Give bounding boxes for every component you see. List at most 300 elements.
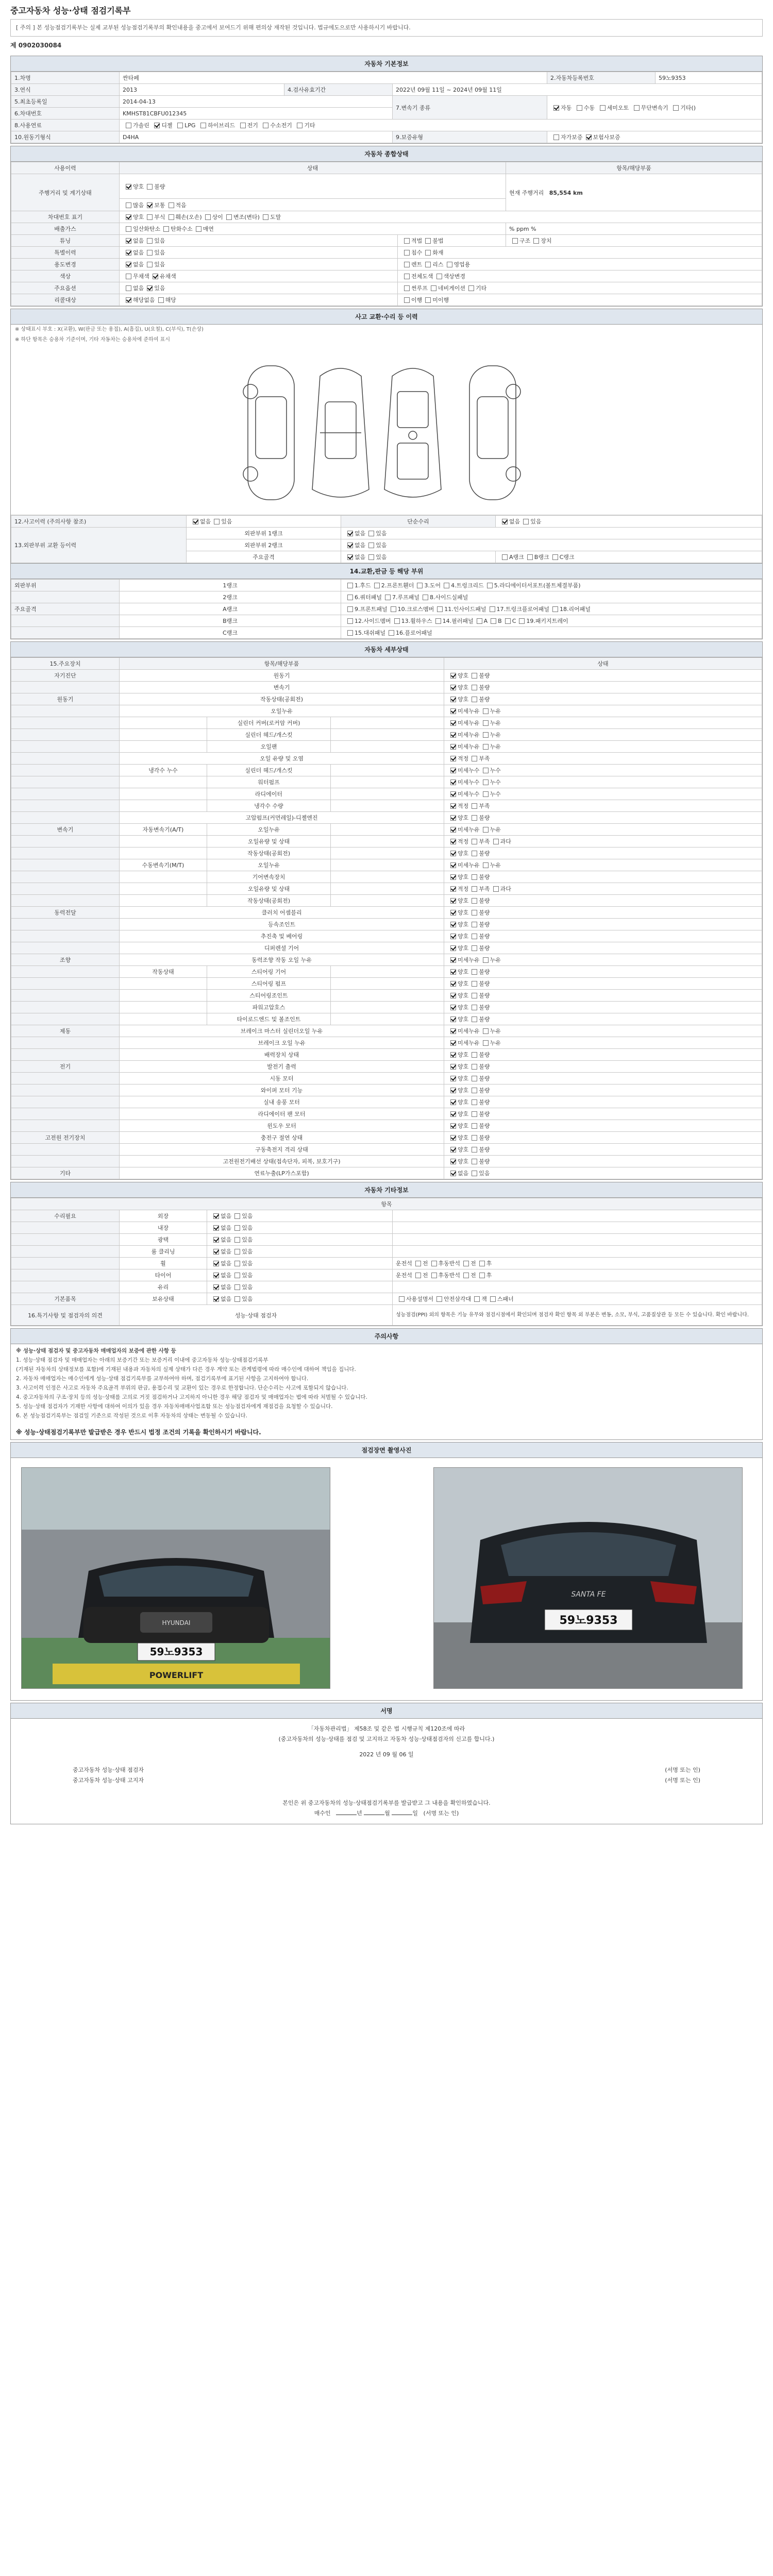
checkbox[interactable] [472, 910, 477, 916]
detail-group [11, 753, 120, 765]
checkbox-checked[interactable] [450, 934, 456, 939]
checkbox[interactable] [404, 262, 410, 267]
checkbox[interactable] [472, 1111, 477, 1117]
checkbox[interactable] [126, 123, 131, 128]
checkbox[interactable] [404, 297, 410, 303]
other-sub [393, 1269, 762, 1281]
other-item: 휠 [120, 1258, 207, 1269]
special-history-type [398, 247, 762, 259]
checkbox-checked[interactable] [450, 1099, 456, 1105]
checkbox[interactable] [519, 618, 525, 624]
checkbox[interactable] [472, 1076, 477, 1081]
detail-group [11, 848, 120, 859]
checkbox[interactable] [394, 618, 400, 624]
checkbox[interactable] [447, 262, 452, 267]
checkbox[interactable] [297, 123, 303, 128]
checkbox[interactable] [493, 839, 499, 844]
option-label: 양호 [458, 969, 469, 975]
checkbox-checked[interactable] [126, 297, 131, 303]
checkbox[interactable] [483, 957, 489, 963]
option-label: 불량 [479, 815, 490, 821]
checkbox[interactable] [435, 618, 441, 624]
month-mark: 월 [384, 1810, 390, 1817]
checkbox-checked[interactable] [213, 1237, 219, 1243]
detail-row [11, 978, 762, 990]
checkbox[interactable] [368, 554, 374, 560]
option-label: 누수 [490, 767, 501, 774]
checkbox[interactable] [404, 238, 410, 244]
option-label: 불량 [479, 1004, 490, 1011]
lift-label: POWERLIFT [149, 1670, 204, 1680]
checkbox[interactable] [472, 1052, 477, 1058]
checkbox[interactable] [472, 1123, 477, 1129]
checkbox[interactable] [479, 1273, 485, 1278]
checkbox[interactable] [404, 274, 410, 279]
checkbox[interactable] [634, 105, 640, 111]
checkbox-checked[interactable] [450, 898, 456, 904]
checkbox-checked[interactable] [450, 1111, 456, 1117]
detail-item: 배력장치 상태 [120, 1049, 444, 1061]
checkbox[interactable] [472, 874, 477, 880]
option-label: 있음 [242, 1225, 253, 1231]
checkbox-checked[interactable] [193, 519, 198, 524]
checkbox-checked[interactable] [450, 969, 456, 975]
checkbox[interactable] [472, 1016, 477, 1022]
detail-item: 스티어링 펌프 [207, 978, 331, 990]
detail-state [444, 1144, 762, 1156]
detail-spacer [331, 1002, 444, 1013]
checkbox-checked[interactable] [450, 1088, 456, 1093]
checkbox[interactable] [483, 732, 489, 738]
checkbox[interactable] [553, 134, 559, 140]
checkbox[interactable] [431, 1261, 437, 1266]
checkbox-checked[interactable] [153, 274, 158, 279]
checkbox[interactable] [234, 1261, 240, 1266]
checkbox[interactable] [169, 214, 174, 220]
detail-row [11, 1096, 762, 1108]
checkbox[interactable] [472, 697, 477, 702]
checkbox[interactable] [436, 1296, 442, 1302]
checkbox[interactable] [147, 238, 153, 244]
checkbox[interactable] [491, 618, 496, 624]
option-label: 양호 [458, 1016, 469, 1023]
checkbox[interactable] [472, 839, 477, 844]
checkbox-checked[interactable] [126, 238, 131, 244]
option-label: 디젤 [161, 122, 173, 129]
checkbox[interactable] [436, 274, 442, 279]
checkbox-checked[interactable] [450, 708, 456, 714]
parts-items [341, 603, 762, 615]
other-sub [393, 1222, 762, 1234]
front-photo [21, 1467, 330, 1689]
checkbox-checked[interactable] [126, 262, 131, 267]
other-row [11, 1258, 762, 1269]
checkbox-checked[interactable] [586, 134, 592, 140]
detail-state [444, 1037, 762, 1049]
checkbox[interactable] [472, 969, 477, 975]
checkbox-checked[interactable] [450, 732, 456, 738]
checkbox-checked[interactable] [213, 1284, 219, 1290]
checkbox[interactable] [472, 1147, 477, 1153]
inspector-label: 성능·상태 점검자 [120, 1305, 393, 1326]
checkbox-checked[interactable] [450, 862, 456, 868]
checkbox-checked[interactable] [450, 815, 456, 821]
checkbox[interactable] [347, 595, 353, 600]
option-label: 세미오토 [607, 104, 629, 111]
checkbox[interactable] [240, 123, 246, 128]
checkbox[interactable] [472, 934, 477, 939]
checkbox[interactable] [463, 1273, 469, 1278]
checkbox[interactable] [147, 250, 153, 256]
checkbox[interactable] [527, 554, 533, 560]
checkbox[interactable] [415, 1273, 421, 1278]
checkbox[interactable] [472, 1159, 477, 1164]
detail-item: 구동축전지 격리 상태 [120, 1144, 444, 1156]
detail-item: 연료누출(LP가스포함) [120, 1167, 444, 1179]
parts-items [341, 591, 762, 603]
checkbox[interactable] [368, 531, 374, 536]
option-label: 없음 [221, 1248, 232, 1255]
detail-state [444, 1096, 762, 1108]
checkbox-checked[interactable] [213, 1213, 219, 1219]
checkbox[interactable] [483, 744, 489, 750]
checkbox-checked[interactable] [213, 1273, 219, 1278]
name-value: 싼타페 [120, 72, 547, 84]
checkbox[interactable] [600, 105, 606, 111]
checkbox[interactable] [177, 123, 183, 128]
checkbox-checked[interactable] [450, 874, 456, 880]
checkbox[interactable] [490, 1296, 496, 1302]
checkbox-checked[interactable] [450, 957, 456, 963]
checkbox[interactable] [552, 606, 558, 612]
checkbox-checked[interactable] [450, 673, 456, 679]
checkbox-checked[interactable] [450, 697, 456, 702]
checkbox-checked[interactable] [450, 720, 456, 726]
checkbox[interactable] [483, 708, 489, 714]
detail-item: 오일누유 [207, 824, 331, 836]
checkbox[interactable] [226, 214, 232, 220]
checkbox[interactable] [425, 250, 431, 256]
front-emblem: HYUNDAI [162, 1619, 191, 1626]
checkbox-checked[interactable] [450, 803, 456, 809]
checkbox[interactable] [472, 756, 477, 761]
checkbox[interactable] [389, 630, 394, 636]
checkbox-checked[interactable] [450, 1005, 456, 1010]
checkbox[interactable] [523, 519, 529, 524]
detail-col-header: 상태 [444, 658, 762, 670]
checkbox[interactable] [472, 1005, 477, 1010]
checkbox[interactable] [347, 606, 353, 612]
checkbox-checked[interactable] [450, 791, 456, 797]
checkbox[interactable] [431, 1273, 437, 1278]
checkbox-checked[interactable] [450, 922, 456, 927]
option-label: 해당 [165, 297, 176, 303]
checkbox[interactable] [423, 595, 428, 600]
notifier-signature[interactable]: (서명 또는 인) [665, 1777, 700, 1784]
checkbox[interactable] [437, 606, 443, 612]
checkbox-checked[interactable] [126, 214, 131, 220]
option-label: 미세누유 [458, 1028, 480, 1035]
option-label: 구조 [519, 238, 531, 244]
checkbox[interactable] [404, 285, 410, 291]
checkbox-checked[interactable] [450, 839, 456, 844]
checkbox[interactable] [385, 595, 391, 600]
checkbox[interactable] [234, 1225, 240, 1231]
detail-item: 윈도우 모터 [120, 1120, 444, 1132]
checkbox-checked[interactable] [213, 1225, 219, 1231]
tuning-legal [398, 235, 506, 247]
checkbox-checked[interactable] [450, 756, 456, 761]
detail-item: 냉각수 수량 [207, 800, 331, 812]
option-label: 적정 [458, 838, 469, 845]
checkbox[interactable] [483, 768, 489, 773]
checkbox-checked[interactable] [450, 1171, 456, 1176]
checkbox-checked[interactable] [450, 827, 456, 833]
detail-group: 자기진단 [11, 670, 120, 682]
option-label: 스패너 [497, 1296, 514, 1302]
checkbox-checked[interactable] [213, 1261, 219, 1266]
detail-spacer [331, 824, 444, 836]
option-label: 양호 [458, 1075, 469, 1082]
checkbox[interactable] [502, 554, 508, 560]
checkbox-checked[interactable] [347, 531, 353, 536]
detail-item: 기어변속장치 [207, 871, 331, 883]
checkbox[interactable] [347, 630, 353, 636]
checkbox[interactable] [263, 123, 268, 128]
checkbox[interactable] [147, 262, 153, 267]
checkbox[interactable] [347, 583, 353, 588]
option-label: 부족 [479, 886, 490, 892]
checkbox[interactable] [415, 1261, 421, 1266]
checkbox-checked[interactable] [450, 1052, 456, 1058]
option-label: 양호 [458, 815, 469, 821]
checkbox-checked[interactable] [347, 543, 353, 548]
option-label: 양호 [458, 945, 469, 952]
inspector-signature[interactable]: (서명 또는 인) [665, 1767, 700, 1773]
checkbox[interactable] [673, 105, 679, 111]
checkbox-checked[interactable] [213, 1249, 219, 1255]
detail-state [444, 954, 762, 966]
parts-row [11, 580, 762, 591]
checkbox[interactable] [472, 851, 477, 856]
option-label: 부족 [479, 803, 490, 809]
checkbox[interactable] [487, 583, 493, 588]
checkbox[interactable] [472, 922, 477, 927]
checkbox[interactable] [234, 1284, 240, 1290]
checkbox[interactable] [425, 262, 431, 267]
checkbox-checked[interactable] [450, 1123, 456, 1129]
checkbox[interactable] [196, 226, 201, 232]
checkbox[interactable] [483, 1028, 489, 1034]
checkbox-checked[interactable] [154, 123, 160, 128]
detail-spacer [331, 883, 444, 895]
checkbox[interactable] [234, 1273, 240, 1278]
checkbox-checked[interactable] [347, 554, 353, 560]
checkbox-checked[interactable] [213, 1296, 219, 1302]
detail-state [444, 776, 762, 788]
checkbox[interactable] [472, 886, 477, 892]
option-label: 없음 [133, 261, 144, 268]
detail-item: 변속기 [120, 682, 444, 693]
usage-change-options [120, 259, 398, 270]
detail-row [11, 1132, 762, 1144]
detail-row [11, 966, 762, 978]
parts-group [11, 627, 120, 639]
checkbox[interactable] [205, 214, 211, 220]
checkbox[interactable] [493, 886, 499, 892]
detail-state [444, 812, 762, 824]
checkbox[interactable] [169, 202, 174, 208]
parts-group [11, 591, 120, 603]
checkbox[interactable] [399, 1296, 405, 1302]
checkbox[interactable] [234, 1296, 240, 1302]
checkbox[interactable] [126, 202, 131, 208]
checkbox[interactable] [490, 606, 495, 612]
checkbox-checked[interactable] [147, 202, 153, 208]
option-label: 불량 [479, 1099, 490, 1106]
option-label: 운전석 [396, 1272, 412, 1279]
checkbox[interactable] [472, 1064, 477, 1070]
detail-spacer [331, 848, 444, 859]
checkbox[interactable] [472, 981, 477, 987]
checkbox[interactable] [505, 618, 511, 624]
detail-group [11, 741, 120, 753]
checkbox[interactable] [472, 1135, 477, 1141]
detail-group [11, 883, 120, 895]
buyer-signature[interactable]: (서명 또는 인) [423, 1810, 459, 1817]
checkbox[interactable] [483, 791, 489, 797]
checkbox[interactable] [163, 226, 169, 232]
checkbox[interactable] [391, 606, 396, 612]
other-options [207, 1258, 393, 1269]
first-reg-value: 2014-04-13 [120, 96, 393, 108]
checkbox[interactable] [444, 583, 449, 588]
checkbox[interactable] [368, 543, 374, 548]
checkbox[interactable] [483, 862, 489, 868]
checkbox-checked[interactable] [450, 1028, 456, 1034]
checkbox-checked[interactable] [450, 945, 456, 951]
checkbox[interactable] [533, 238, 539, 244]
checkbox[interactable] [374, 583, 380, 588]
checkbox[interactable] [472, 1171, 477, 1176]
checkbox-checked[interactable] [126, 184, 131, 190]
checkbox[interactable] [483, 779, 489, 785]
checkbox-checked[interactable] [450, 993, 456, 998]
checkbox-checked[interactable] [450, 851, 456, 856]
checkbox[interactable] [472, 1099, 477, 1105]
checkbox-checked[interactable] [450, 744, 456, 750]
checkbox-checked[interactable] [450, 685, 456, 690]
checkbox[interactable] [463, 1261, 469, 1266]
checkbox-checked[interactable] [450, 1135, 456, 1141]
option-label: 없음 [200, 518, 211, 525]
checkbox[interactable] [483, 1040, 489, 1046]
parts-row [11, 603, 762, 615]
checkbox[interactable] [472, 673, 477, 679]
checkbox[interactable] [417, 583, 423, 588]
option-label: 불법 [432, 238, 444, 244]
detail-item: 실린더 커버(로커암 커버) [207, 717, 331, 729]
option-label: 없음 [221, 1213, 232, 1219]
checkbox[interactable] [472, 815, 477, 821]
checkbox-checked[interactable] [450, 1064, 456, 1070]
checkbox[interactable] [431, 285, 436, 291]
checkbox[interactable] [234, 1249, 240, 1255]
detail-subgroup [120, 848, 207, 859]
checkbox-checked[interactable] [450, 1076, 456, 1081]
checkbox-checked[interactable] [450, 910, 456, 916]
option-label: LPG [184, 122, 196, 129]
checkbox[interactable] [126, 285, 131, 291]
checkbox[interactable] [474, 1296, 480, 1302]
detail-row [11, 836, 762, 848]
option-label: 있음 [154, 238, 165, 244]
checkbox[interactable] [263, 214, 268, 220]
checkbox[interactable] [126, 226, 131, 232]
checkbox[interactable] [479, 1261, 485, 1266]
option-label: 후 [486, 1272, 492, 1279]
other-sub [393, 1210, 762, 1222]
detail-subgroup: 수동변속기(M/T) [120, 859, 207, 871]
checkbox[interactable] [234, 1213, 240, 1219]
checkbox-checked[interactable] [126, 250, 131, 256]
checkbox[interactable] [472, 685, 477, 690]
checkbox[interactable] [477, 618, 482, 624]
checkbox-checked[interactable] [502, 519, 508, 524]
checkbox[interactable] [512, 238, 518, 244]
checkbox[interactable] [577, 105, 582, 111]
checkbox-checked[interactable] [450, 1147, 456, 1153]
vin-value: KMHST81CBFU012345 [120, 108, 393, 120]
checkbox[interactable] [347, 618, 353, 624]
checkbox[interactable] [126, 274, 131, 279]
option-label: 있음 [242, 1248, 253, 1255]
checkbox[interactable] [404, 250, 410, 256]
checkbox[interactable] [234, 1237, 240, 1243]
checkbox[interactable] [200, 123, 206, 128]
option-label: 양호 [458, 1111, 469, 1117]
checkbox[interactable] [472, 993, 477, 998]
checkbox[interactable] [472, 1088, 477, 1093]
checkbox[interactable] [147, 214, 153, 220]
checkbox-checked[interactable] [450, 1016, 456, 1022]
checkbox-checked[interactable] [450, 1040, 456, 1046]
checkbox-checked[interactable] [553, 105, 559, 111]
checkbox[interactable] [468, 285, 474, 291]
checkbox[interactable] [552, 554, 558, 560]
note-line: 3. 사고이력 인정은 사고로 자동차 주요골격 부위의 판금, 용접수리 및 교환이 있는 경우로 한정합니다. 단순수리는 사고에 포함되지 않습니다. [16, 1385, 348, 1391]
checkbox-checked[interactable] [450, 779, 456, 785]
checkbox[interactable] [472, 898, 477, 904]
checkbox[interactable] [483, 720, 489, 726]
checkbox[interactable] [472, 945, 477, 951]
checkbox-checked[interactable] [450, 886, 456, 892]
other-row [11, 1293, 762, 1305]
checkbox[interactable] [158, 297, 164, 303]
checkbox[interactable] [425, 238, 431, 244]
checkbox[interactable] [472, 803, 477, 809]
checkbox[interactable] [147, 184, 153, 190]
checkbox[interactable] [425, 297, 431, 303]
option-label: 7.루프패널 [392, 594, 419, 601]
checkbox-checked[interactable] [450, 1159, 456, 1164]
detail-group [11, 705, 120, 717]
checkbox-checked[interactable] [450, 768, 456, 773]
checkbox[interactable] [483, 827, 489, 833]
checkbox[interactable] [214, 519, 220, 524]
checkbox-checked[interactable] [450, 981, 456, 987]
checkbox-checked[interactable] [147, 285, 153, 291]
